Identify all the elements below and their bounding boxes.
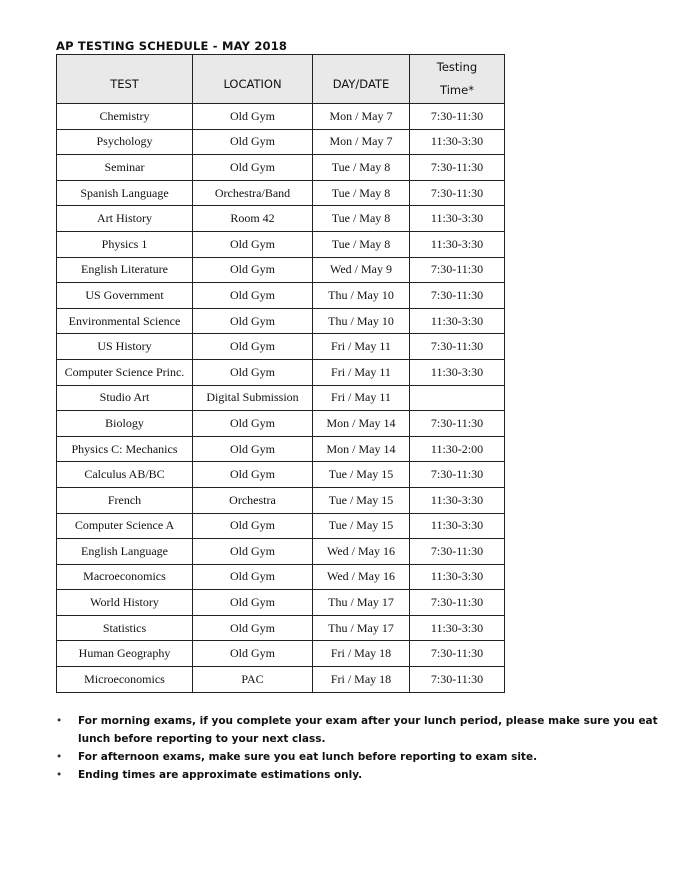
test-cell: Physics 1 [57, 231, 193, 257]
time-cell: 7:30-11:30 [410, 667, 505, 693]
test-cell: Statistics [57, 615, 193, 641]
day-date-cell: Fri / May 11 [313, 334, 410, 360]
location-cell: Old Gym [193, 129, 313, 155]
location-cell: Orchestra [193, 487, 313, 513]
day-date-cell: Thu / May 10 [313, 308, 410, 334]
test-cell: Spanish Language [57, 180, 193, 206]
table-row [57, 462, 505, 488]
location-cell: Old Gym [193, 231, 313, 257]
schedule-table [56, 54, 505, 693]
day-date-cell: Thu / May 10 [313, 283, 410, 309]
test-cell: Studio Art [57, 385, 193, 411]
table-row [57, 539, 505, 565]
test-cell: Physics C: Mechanics [57, 436, 193, 462]
location-cell: Digital Submission [193, 385, 313, 411]
table-row [57, 308, 505, 334]
table-row [57, 487, 505, 513]
day-date-cell: Fri / May 11 [313, 359, 410, 385]
day-date-cell: Fri / May 11 [313, 385, 410, 411]
table-row [57, 206, 505, 232]
day-date-cell: Mon / May 7 [313, 129, 410, 155]
table-row [57, 590, 505, 616]
time-cell: 7:30-11:30 [410, 283, 505, 309]
time-cell: 11:30-3:30 [410, 564, 505, 590]
note-text: For afternoon exams, make sure you eat lunch before reporting to exam site. [78, 751, 538, 763]
day-date-cell: Tue / May 15 [313, 513, 410, 539]
location-cell: Old Gym [193, 283, 313, 309]
time-cell: 7:30-11:30 [410, 641, 505, 667]
test-cell: English Language [57, 539, 193, 565]
location-cell: Old Gym [193, 641, 313, 667]
table-row [57, 104, 505, 130]
location-cell: Old Gym [193, 359, 313, 385]
table-row [57, 411, 505, 437]
test-cell: Microeconomics [57, 667, 193, 693]
test-cell: Human Geography [57, 641, 193, 667]
time-cell: 11:30-2:00 [410, 436, 505, 462]
note-text: Ending times are approximate estimations only. [78, 769, 363, 781]
table-row [57, 564, 505, 590]
day-date-cell: Wed / May 16 [313, 564, 410, 590]
table-row [57, 334, 505, 360]
day-date-cell: Wed / May 16 [313, 539, 410, 565]
day-date-cell: Thu / May 17 [313, 590, 410, 616]
bullet-icon: • [56, 751, 63, 763]
test-cell: Calculus AB/BC [57, 462, 193, 488]
time-cell: 11:30-3:30 [410, 359, 505, 385]
time-cell: 7:30-11:30 [410, 104, 505, 130]
day-date-cell: Wed / May 9 [313, 257, 410, 283]
table-row [57, 385, 505, 411]
time-cell: 11:30-3:30 [410, 308, 505, 334]
page-title: AP TESTING SCHEDULE - MAY 2018 [56, 39, 288, 53]
location-cell: Old Gym [193, 334, 313, 360]
table-row [57, 641, 505, 667]
note-text: For morning exams, if you complete your exam after your lunch period, please make sure you eat lunch before reporting to your next class. [78, 715, 658, 745]
time-cell: 11:30-3:30 [410, 206, 505, 232]
location-cell: Old Gym [193, 308, 313, 334]
table-row [57, 615, 505, 641]
test-cell: Art History [57, 206, 193, 232]
table-row [57, 513, 505, 539]
day-date-cell: Tue / May 8 [313, 155, 410, 181]
note-item [56, 712, 666, 748]
table-row [57, 359, 505, 385]
time-cell: 7:30-11:30 [410, 334, 505, 360]
test-cell: US Government [57, 283, 193, 309]
test-cell: Computer Science Princ. [57, 359, 193, 385]
test-cell: Seminar [57, 155, 193, 181]
day-date-cell: Tue / May 15 [313, 462, 410, 488]
time-cell: 7:30-11:30 [410, 590, 505, 616]
column-header-location: LOCATION [193, 55, 313, 104]
time-cell: 7:30-11:30 [410, 155, 505, 181]
column-header-testing-time: Testing Time* [410, 55, 505, 104]
day-date-cell: Tue / May 8 [313, 206, 410, 232]
notes-list [56, 712, 666, 784]
time-cell: 11:30-3:30 [410, 231, 505, 257]
time-cell: 7:30-11:30 [410, 411, 505, 437]
location-cell: PAC [193, 667, 313, 693]
test-cell: World History [57, 590, 193, 616]
location-cell: Room 42 [193, 206, 313, 232]
table-header-row [57, 55, 505, 104]
location-cell: Old Gym [193, 615, 313, 641]
column-header-test: TEST [57, 55, 193, 104]
day-date-cell: Tue / May 15 [313, 487, 410, 513]
table-row [57, 231, 505, 257]
time-cell: 7:30-11:30 [410, 539, 505, 565]
location-cell: Old Gym [193, 155, 313, 181]
bullet-icon: • [56, 715, 63, 727]
day-date-cell: Tue / May 8 [313, 180, 410, 206]
time-cell: 11:30-3:30 [410, 129, 505, 155]
location-cell: Old Gym [193, 104, 313, 130]
location-cell: Old Gym [193, 436, 313, 462]
location-cell: Old Gym [193, 564, 313, 590]
time-cell: 11:30-3:30 [410, 615, 505, 641]
test-cell: Biology [57, 411, 193, 437]
bullet-icon: • [56, 769, 63, 781]
test-cell: Chemistry [57, 104, 193, 130]
schedule-body [57, 104, 505, 693]
day-date-cell: Mon / May 14 [313, 411, 410, 437]
day-date-cell: Mon / May 7 [313, 104, 410, 130]
note-item [56, 766, 666, 784]
location-cell: Old Gym [193, 539, 313, 565]
test-cell: Psychology [57, 129, 193, 155]
table-row [57, 129, 505, 155]
test-cell: French [57, 487, 193, 513]
test-cell: Macroeconomics [57, 564, 193, 590]
time-cell [410, 385, 505, 411]
test-cell: Computer Science A [57, 513, 193, 539]
location-cell: Old Gym [193, 513, 313, 539]
table-row [57, 436, 505, 462]
location-cell: Old Gym [193, 462, 313, 488]
test-cell: US History [57, 334, 193, 360]
time-cell: 7:30-11:30 [410, 462, 505, 488]
day-date-cell: Thu / May 17 [313, 615, 410, 641]
day-date-cell: Tue / May 8 [313, 231, 410, 257]
table-row [57, 283, 505, 309]
table-row [57, 155, 505, 181]
location-cell: Old Gym [193, 590, 313, 616]
table-row [57, 667, 505, 693]
location-cell: Old Gym [193, 257, 313, 283]
test-cell: Environmental Science [57, 308, 193, 334]
note-item [56, 748, 666, 766]
table-row [57, 180, 505, 206]
time-cell: 7:30-11:30 [410, 257, 505, 283]
column-header-day-date: DAY/DATE [313, 55, 410, 104]
location-cell: Orchestra/Band [193, 180, 313, 206]
test-cell: English Literature [57, 257, 193, 283]
time-cell: 7:30-11:30 [410, 180, 505, 206]
day-date-cell: Mon / May 14 [313, 436, 410, 462]
location-cell: Old Gym [193, 411, 313, 437]
table-row [57, 257, 505, 283]
time-cell: 11:30-3:30 [410, 487, 505, 513]
time-cell: 11:30-3:30 [410, 513, 505, 539]
day-date-cell: Fri / May 18 [313, 641, 410, 667]
day-date-cell: Fri / May 18 [313, 667, 410, 693]
